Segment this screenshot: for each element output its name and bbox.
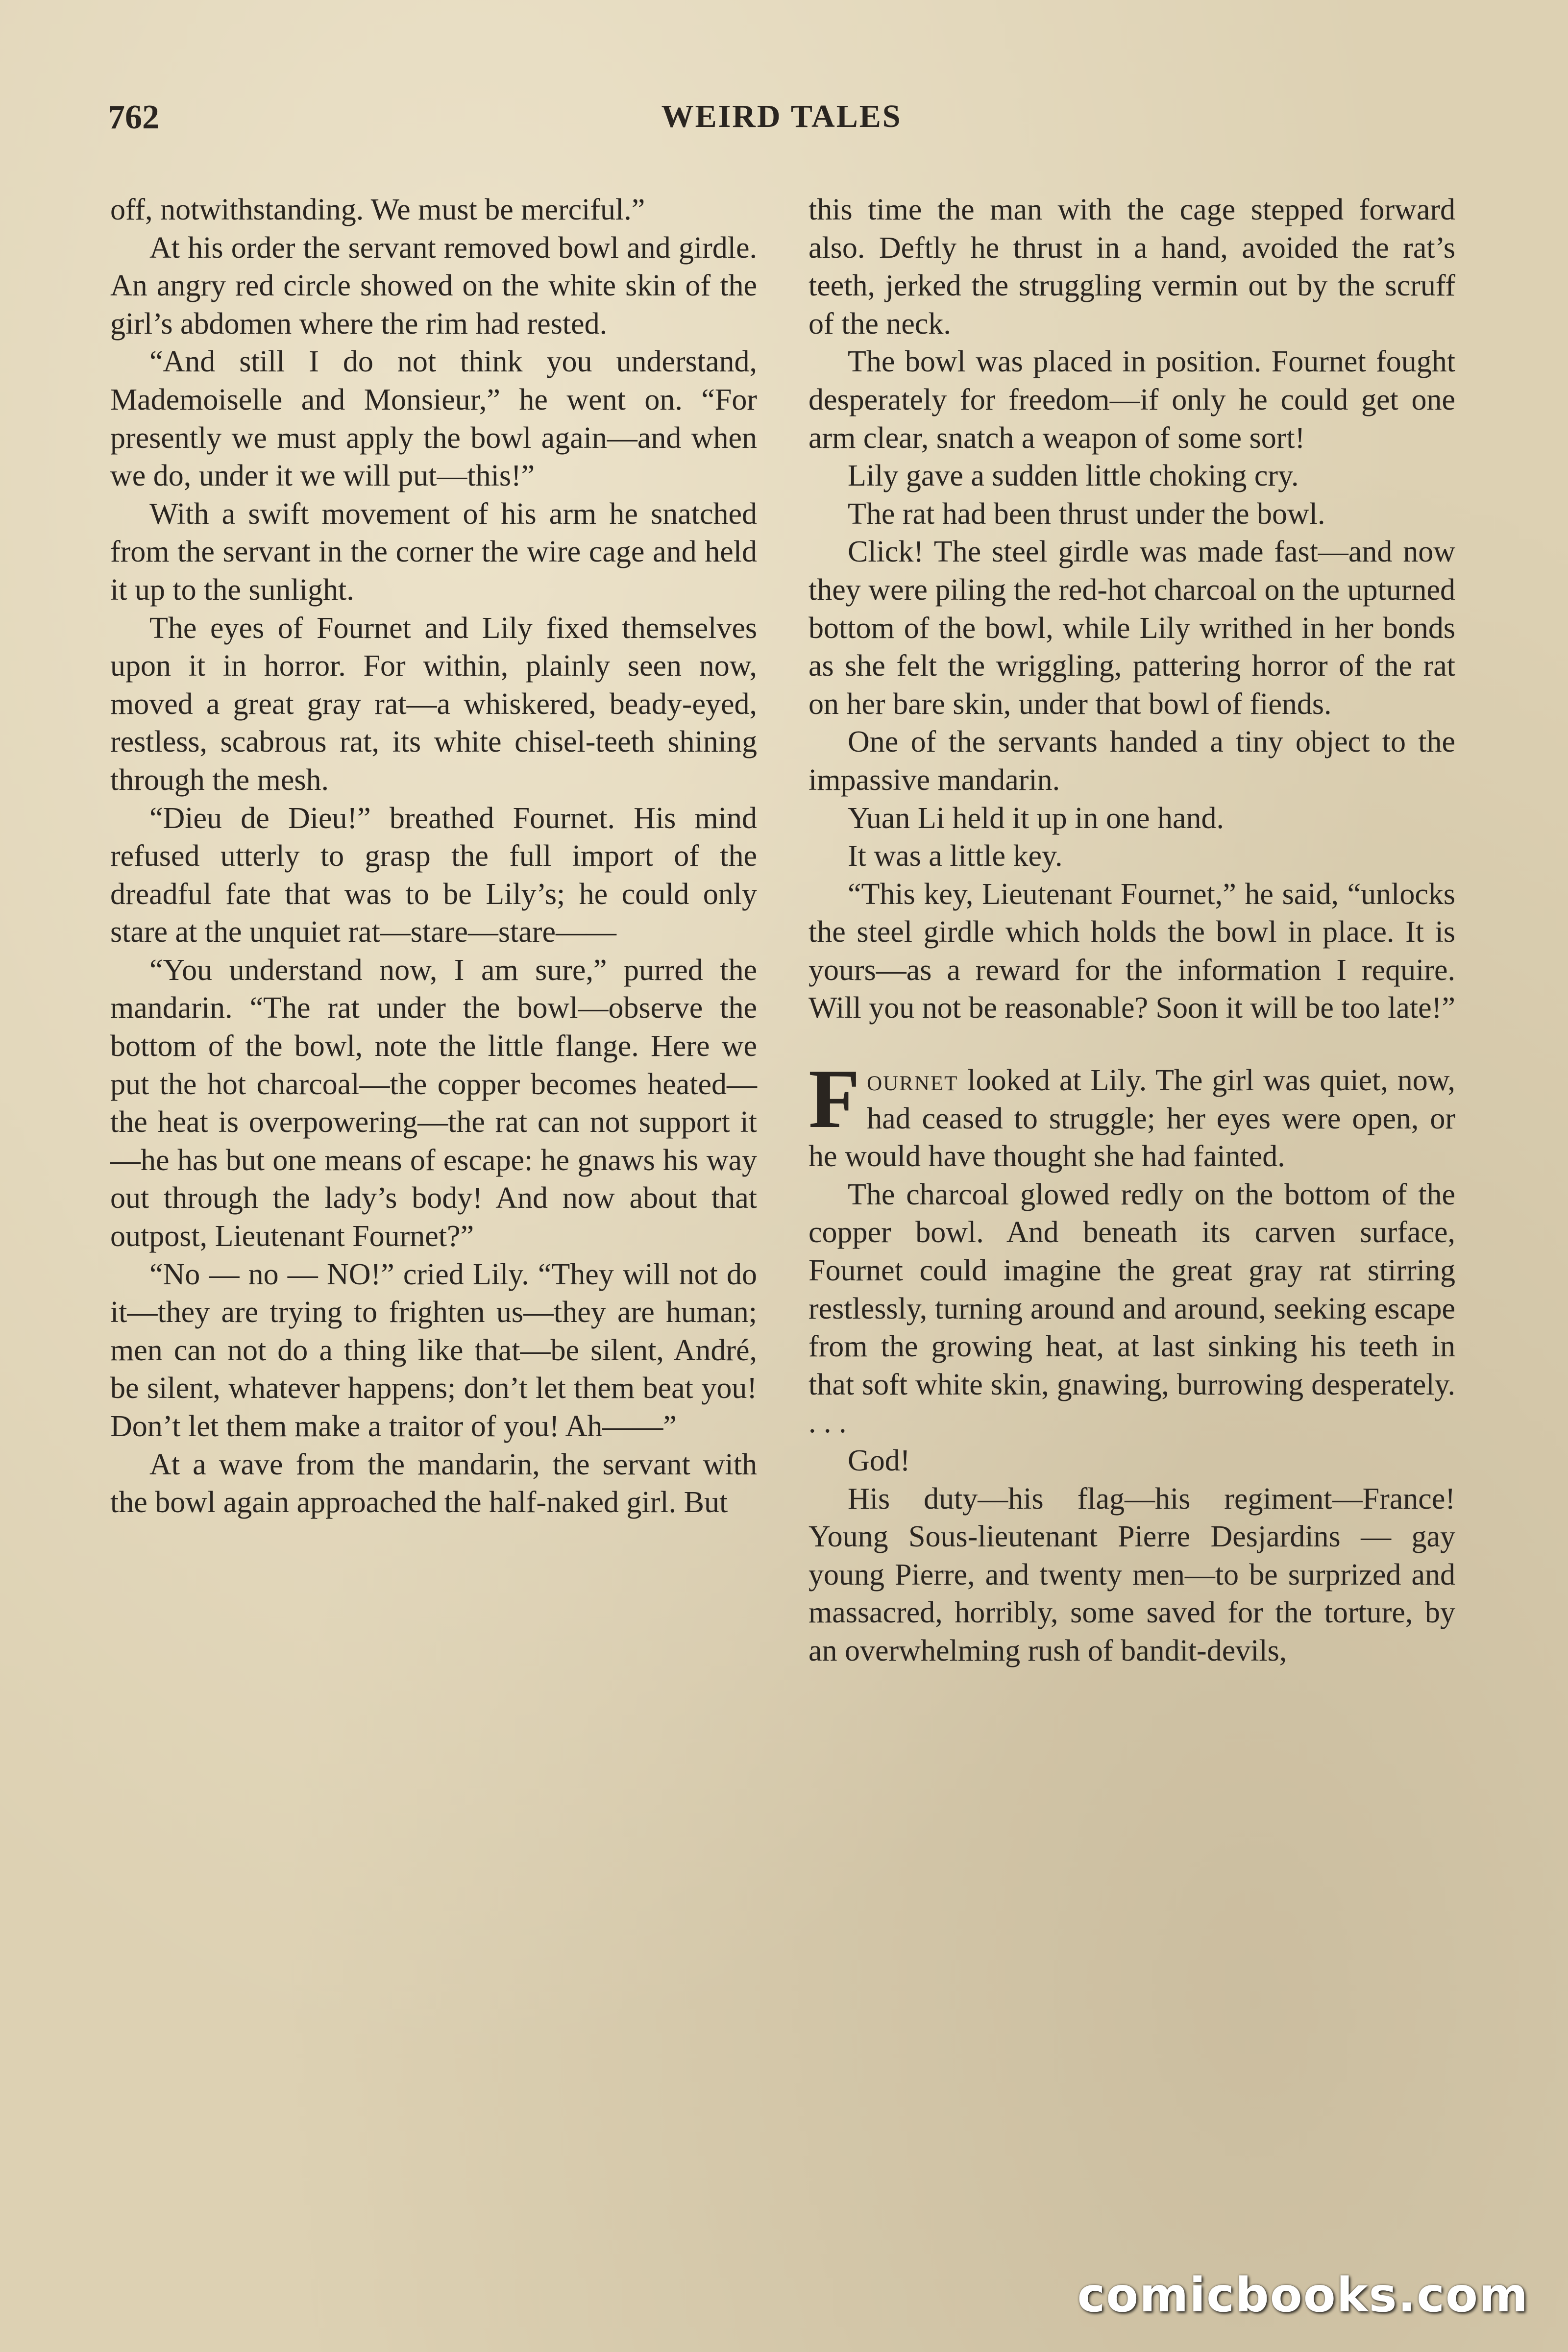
drop-cap: F [808,1053,860,1146]
paragraph: “And still I do not think you understand, Mademoiselle and Monsieur,” he went on. “For presently we must apply the bowl again—and when we do, under it we will put—this!” [110,345,757,493]
paragraph: “Dieu de Dieu!” breathed Fournet. His mind refused utterly to grasp the full import of the dreadful fate that was to be Lily’s; he could only stare at the unquiet rat—stare—stare—— [110,801,757,949]
right-column [808,191,1455,1670]
paragraph-text: looked at Lily. The girl was quiet, now, had ceased to struggle; her eyes were open, or he would have thought she had fainted. [808,1064,1455,1174]
left-column [110,191,757,1522]
paragraph: The charcoal glowed redly on the bottom of the copper bowl. And beneath its carven surface, Fournet could imagine the great gray rat stirring restlessly, turning around and around, seeking escape from the growing heat, at last sinking his teeth in that soft white skin, gnawing, burrowing desperately. . . . [808,1177,1455,1440]
paragraph: One of the servants handed a tiny object to the impassive mandarin. [808,725,1455,797]
paragraph: The bowl was placed in position. Fournet fought desperately for freedom—if only he could get one arm clear, snatch a weapon of some sort! [808,345,1455,455]
watermark-logo: comicbooks.com [1077,2268,1529,2323]
paragraph: His duty—his flag—his regiment—France! Young Sous-lieutenant Pierre Desjardins — gay young Pierre, and twenty men—to be surprized and massacred, horribly, some saved for the torture, by an overwhelming rush of bandit-devils, [808,1482,1455,1667]
paragraph: God! [848,1444,910,1477]
paragraph: this time the man with the cage stepped forward also. Deftly he thrust in a hand, avoided the rat’s teeth, jerked the struggling vermin out by the scruff of the neck. [808,193,1455,341]
paragraph: Lily gave a sudden little choking cry. [848,459,1299,493]
paragraph: “You understand now, I am sure,” purred the mandarin. “The rat under the bowl—observe the bottom of the bowl, note the little flange. Here we put the hot charcoal—the copper becomes heated—the heat is overpowering—the rat can not support it—he has but one means of escape: he gnaws his way out through the lady’s body! And now about that outpost, Lieutenant Fournet?” [110,953,757,1253]
paragraph: “No — no — NO!” cried Lily. “They will not do it—they are trying to frighten us—they are human; men can not do a thing like that—be silent, André, be silent, whatever happens; don’t let them beat you! Don’t let them make a traitor of you! Ah——” [110,1257,757,1443]
page-number: 762 [108,98,159,136]
paragraph: “This key, Lieutenant Fournet,” he said, “unlocks the steel girdle which holds the bowl in place. It is yours—as a reward for the information I require. Will you not be reasonable? Soon it will be too late!” [808,877,1455,1025]
paragraph: At a wave from the mandarin, the servant with the bowl again approached the half-naked girl. But [110,1447,757,1519]
paragraph: Click! The steel girdle was made fast—and now they were piling the red-hot charcoal on the upturned bottom of the bowl, while Lily writhed in her bonds as she felt the wriggling, pattering horror of the rat on her bare skin, under that bowl of fiends. [808,535,1455,721]
page-header [108,98,1455,152]
paragraph: With a swift movement of his arm he snatched from the servant in the corner the wire cage and held it up to the sunlight. [110,497,757,607]
paragraph: It was a little key. [848,839,1063,873]
lead-smallcaps: ournet [867,1064,958,1098]
paragraph: At his order the servant removed bowl and girdle. An angry red circle showed on the white skin of the girl’s abdomen where the rim had rested. [110,231,757,341]
running-title: WEIRD TALES [661,98,902,134]
section-opening-paragraph [808,1053,1455,1176]
paragraph: Yuan Li held it up in one hand. [848,801,1224,835]
section-break [808,1028,1455,1062]
paragraph: The rat had been thrust under the bowl. [848,497,1325,531]
paragraph: The eyes of Fournet and Lily fixed themselves upon it in horror. For within, plainly seen now, moved a great gray rat—a whiskered, beady-eyed, restless, scabrous rat, its white chisel-teeth shining through the mesh. [110,611,757,797]
paragraph: off, notwithstanding. We must be merciful.” [110,193,645,226]
